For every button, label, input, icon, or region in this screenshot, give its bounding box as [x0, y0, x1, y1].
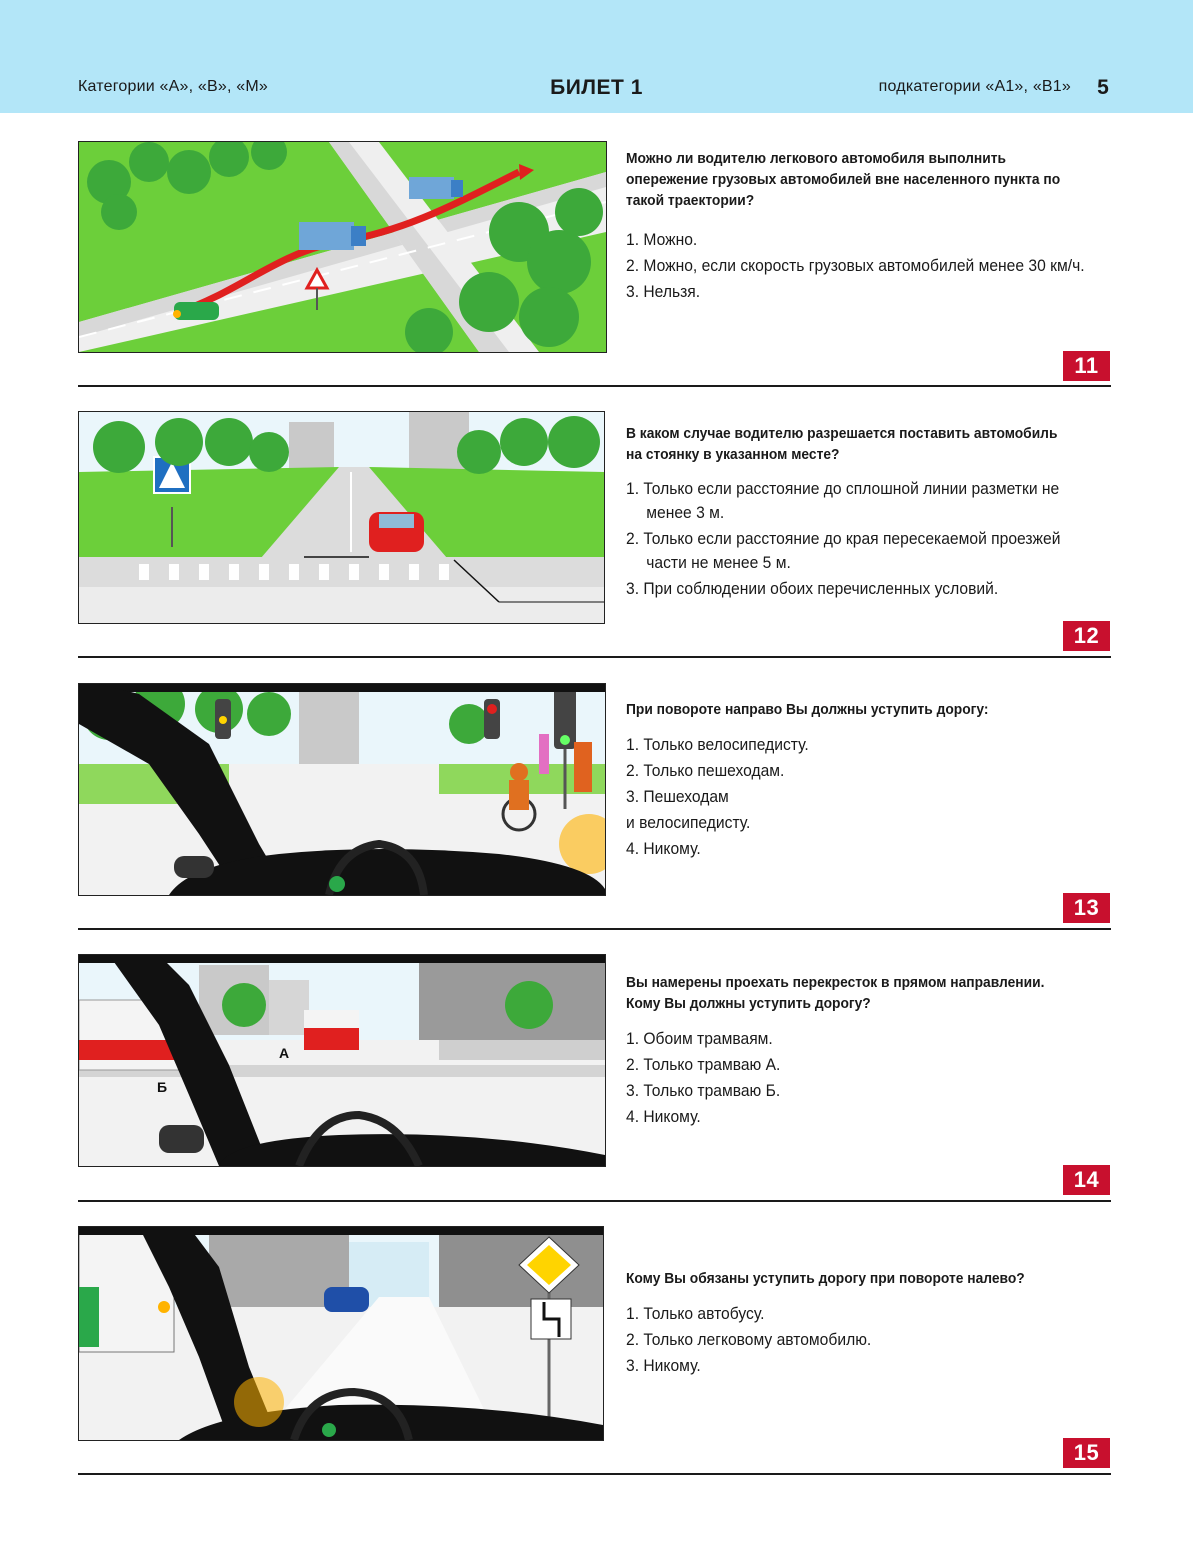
question-number-badge: 12	[1063, 621, 1110, 651]
question-11-answers	[626, 228, 1086, 306]
page-title: БИЛЕТ 1	[550, 76, 643, 99]
divider	[78, 928, 1111, 930]
answer-option[interactable]: 1. Только велосипедисту.	[626, 735, 809, 754]
answer-option[interactable]: 2. Можно, если скорость грузовых автомобилей менее 30 км/ч.	[626, 256, 1085, 275]
answer-option[interactable]: 2. Только легковому автомобилю.	[626, 1330, 872, 1349]
divider	[78, 1200, 1111, 1202]
divider	[78, 656, 1111, 658]
question-14-text: Вы намерены проехать перекресток в прямом направлении. Кому Вы должны уступить дорогу?	[626, 974, 1045, 1012]
answer-option[interactable]: 3. Только трамваю Б.	[626, 1081, 781, 1100]
question-number-badge: 15	[1063, 1438, 1110, 1468]
answer-option[interactable]: 3. При соблюдении обоих перечисленных условий.	[626, 579, 999, 598]
answer-option[interactable]: 4. Никому.	[626, 839, 701, 858]
answer-option[interactable]: 2. Только если расстояние до края пересекаемой проезжей части не менее 5 м.	[626, 529, 1061, 572]
answer-option[interactable]: 3. Пешеходам	[626, 787, 729, 806]
question-15-illustration	[78, 1226, 604, 1441]
question-number-badge: 13	[1063, 893, 1110, 923]
tram-b-label: Б	[157, 1079, 168, 1095]
question-12-answers	[626, 477, 1086, 603]
question-number-badge: 14	[1063, 1165, 1110, 1195]
question-14-answers	[626, 1027, 1086, 1131]
question-14-illustration	[78, 954, 606, 1167]
answer-option[interactable]: 1. Можно.	[626, 230, 698, 249]
answer-option[interactable]: 4. Никому.	[626, 1107, 701, 1126]
answer-option[interactable]: и велосипедисту.	[626, 813, 751, 832]
answer-option[interactable]: 1. Только если расстояние до сплошной линии разметки не менее 3 м.	[626, 479, 1060, 522]
question-number-badge: 11	[1063, 351, 1110, 381]
answer-option[interactable]: 2. Только трамваю А.	[626, 1055, 781, 1074]
header-categories: Категории «А», «В», «М»	[78, 78, 268, 95]
tram-a-label: А	[279, 1045, 290, 1061]
answer-option[interactable]: 1. Только автобусу.	[626, 1304, 765, 1323]
question-15-answers	[626, 1302, 1086, 1380]
answer-option[interactable]: 3. Нельзя.	[626, 282, 701, 301]
question-12-text: В каком случае водителю разрешается поставить автомобиль на стоянку в указанном месте?	[626, 425, 1058, 463]
question-11-illustration	[78, 141, 607, 353]
header-subcategories: подкатегории «А1», «В1»	[878, 78, 1071, 95]
question-15-text: Кому Вы обязаны уступить дорогу при повороте налево?	[626, 1270, 1025, 1287]
question-11-text: Можно ли водителю легкового автомобиля выполнить опережение грузовых автомобилей вне населенного пункта по такой траектории?	[626, 150, 1061, 209]
divider	[78, 1473, 1111, 1475]
question-12-illustration	[78, 411, 605, 624]
question-13-text: При повороте направо Вы должны уступить дорогу:	[626, 701, 989, 718]
question-13-illustration	[78, 683, 606, 896]
page-number: 5	[1097, 76, 1109, 99]
divider	[78, 385, 1111, 387]
answer-option[interactable]: 1. Обоим трамваям.	[626, 1029, 773, 1048]
answer-option[interactable]: 3. Никому.	[626, 1356, 701, 1375]
answer-option[interactable]: 2. Только пешеходам.	[626, 761, 785, 780]
question-13-answers	[626, 733, 1086, 863]
